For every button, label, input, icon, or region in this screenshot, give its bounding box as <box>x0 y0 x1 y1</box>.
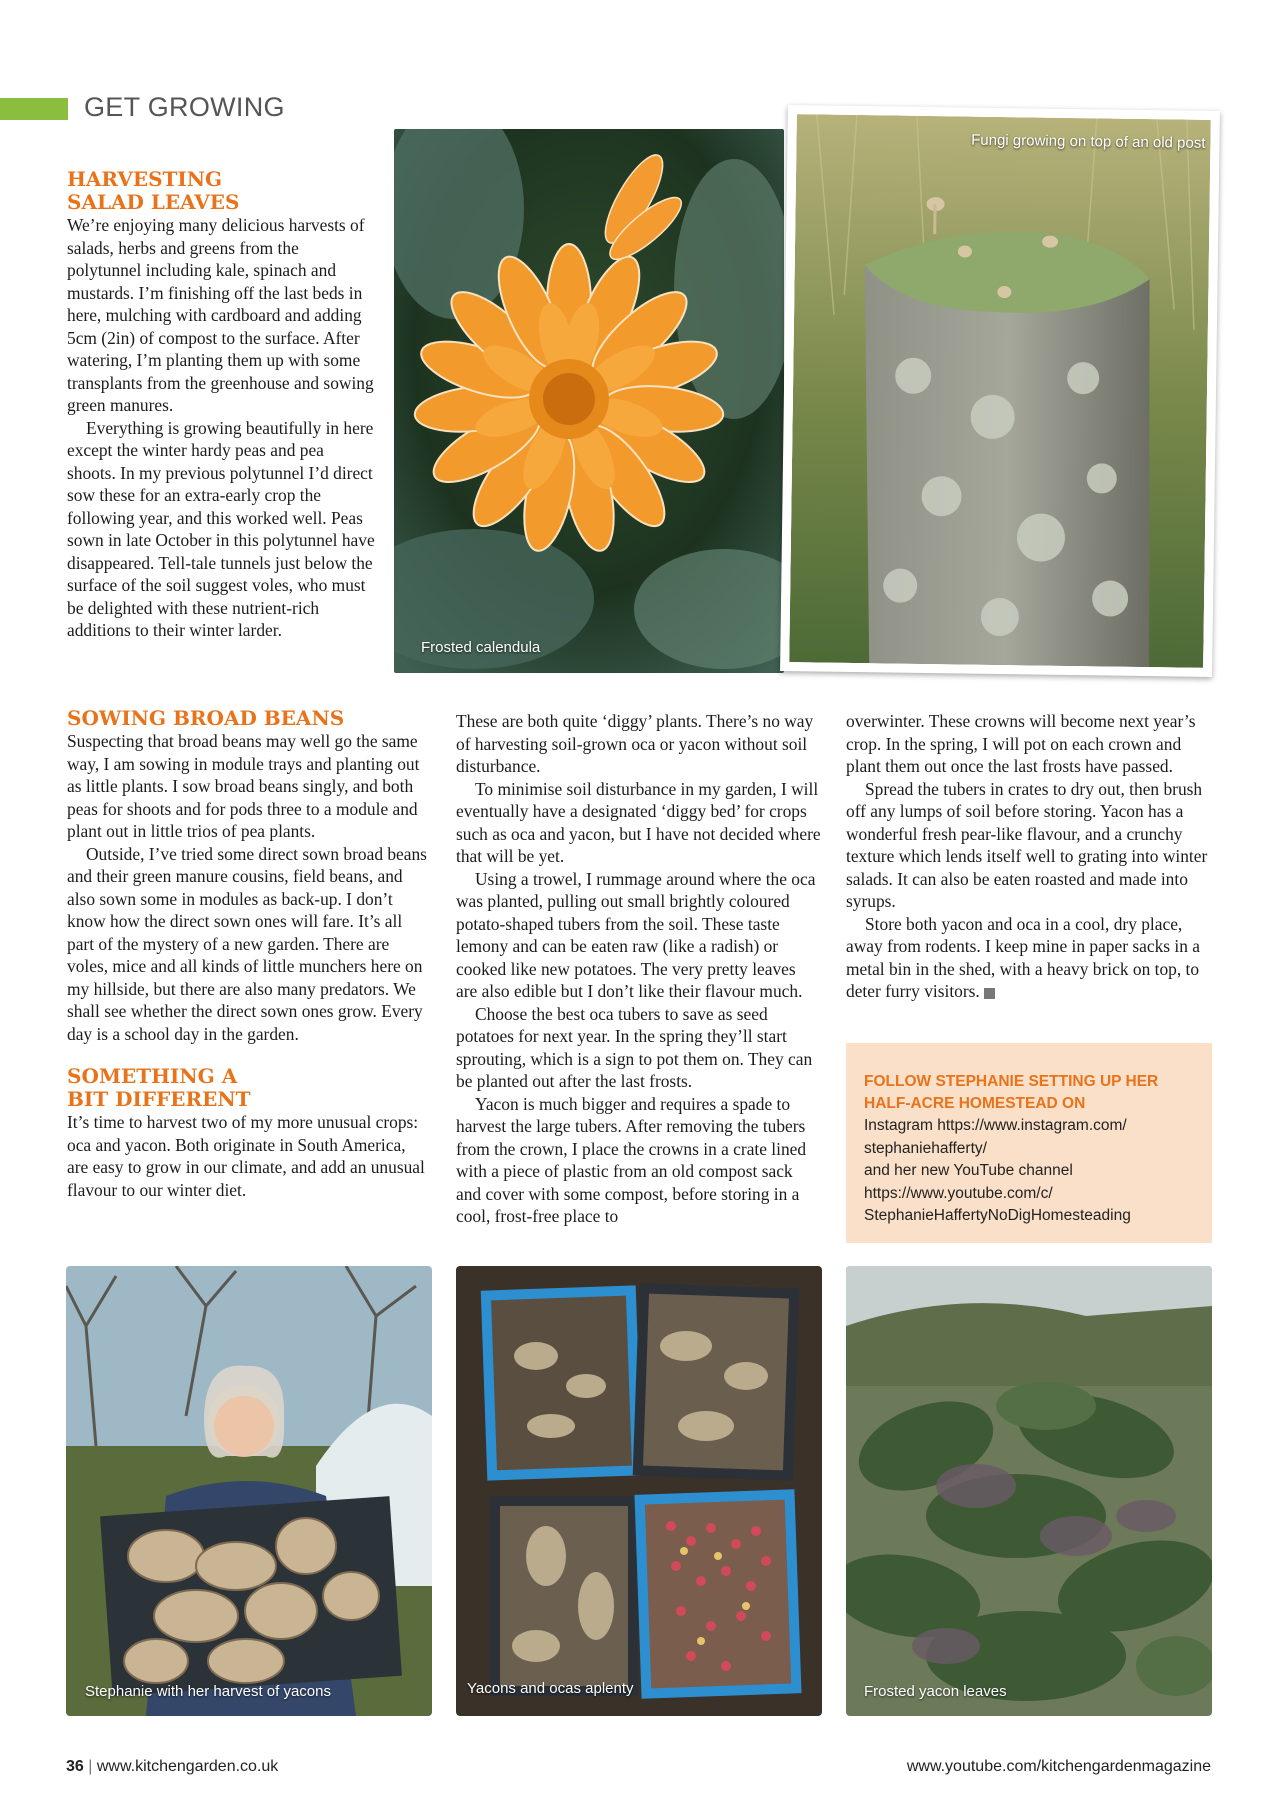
footer-youtube-link[interactable]: www.youtube.com/kitchengardenmagazine <box>906 1758 1211 1775</box>
page-number: 36 <box>66 1758 84 1775</box>
photo-frosted-yacon-leaves <box>846 1266 1212 1716</box>
section-harvesting-salad-leaves <box>67 168 377 642</box>
youtube-intro: and her new YouTube channel <box>864 1162 1073 1179</box>
paragraph: Yacon is much bigger and requires a spade to harvest the large tubers. After removing the tubers from the crown, I place the crowns in a crate lined with a piece of plastic from an old compost sack and cover with some compost, before storing in a cool, frost-free place to <box>456 1093 807 1226</box>
photo-stephanie-yacons <box>66 1266 432 1716</box>
heading-something-different: SOMETHING A BIT DIFFERENT <box>67 1064 251 1111</box>
photo-frame-fungi <box>780 105 1220 677</box>
caption-calendula: Frosted calendula <box>421 639 541 656</box>
footer-divider: | <box>88 1758 93 1775</box>
youtube-link[interactable]: https://www.youtube.com/c/ StephanieHaffertyNoDigHomesteading <box>864 1184 1131 1224</box>
heading-sowing-broad-beans: SOWING BROAD BEANS <box>67 706 345 730</box>
photo-frosted-calendula <box>394 129 784 673</box>
paragraph: We’re enjoying many delicious harvests of salads, herbs and greens from the polytunnel including kale, spinach and mustards. I’m finishing off the last beds in here, mulching with cardboard and adding 5cm (2in) of compost to the surface. After watering, I’m planting them up with some transplants from the greenhouse and sowing green manures. <box>67 215 374 415</box>
footer-website-link[interactable]: www.kitchengarden.co.uk <box>96 1758 279 1775</box>
instagram-link[interactable]: Instagram https://www.instagram.com/ stephaniehafferty/ <box>864 1117 1127 1157</box>
section-color-bar <box>0 98 68 120</box>
paragraph: Everything is growing beautifully in here except the winter hardy peas and pea shoots. In my previous polytunnel I’d direct sow these for an extra-early crop the following year, and this worked well. Peas sown in late October in this polytunnel have disappeared. Tell-tale tunnels just below the surface of the soil suggest voles, who must be delighted with these nutrient-rich additions to their winter larder. <box>67 417 375 640</box>
section-sowing-broad-beans <box>67 707 427 1201</box>
paragraph: It’s time to harvest two of my more unusual crops: oca and yacon. Both originate in South America, are easy to grow in our climate, and add an unusual flavour to our winter diet. <box>67 1112 425 1200</box>
caption-stephanie: Stephanie with her harvest of yacons <box>85 1683 331 1700</box>
caption-fungi: Fungi growing on top of an old post <box>971 131 1206 152</box>
paragraph: Suspecting that broad beans may well go the same way, I am sowing in module trays and planting out as little plants. I sow broad beans singly, and both peas for shoots and for pods three to a module and plant out in little trios of pea plants. <box>67 731 420 841</box>
caption-crates: Yacons and ocas aplenty <box>467 1680 634 1697</box>
photo-fungi-post <box>789 114 1211 668</box>
paragraph: overwinter. These crowns will become next year’s crop. In the spring, I will pot on each crown and plant them out once the last frosts have passed. <box>846 711 1196 776</box>
info-box-title: FOLLOW STEPHANIE SETTING UP HER HALF-ACRE HOMESTEAD ON <box>864 1073 1159 1112</box>
paragraph: Choose the best oca tubers to save as seed potatoes for next year. In the spring they’ll start sprouting, which is a sign to pot them on. They can be planted out after the last frosts. <box>456 1003 813 1091</box>
footer-left <box>66 1758 278 1776</box>
caption-yacon-leaves: Frosted yacon leaves <box>864 1683 1007 1700</box>
paragraph: Spread the tubers in crates to dry out, then brush off any lumps of soil before storing. Yacon has a wonderful fresh pear-like flavour, and a crunchy texture which lends itself well to grating into winter salads. It can also be eaten roasted and made into syrups. <box>846 778 1208 911</box>
middle-column <box>456 710 821 1228</box>
paragraph: To minimise soil disturbance in my garden, I will eventually have a designated ‘diggy bed’ for crops such as oca and yacon, but I have not decided where that will be yet. <box>456 778 821 866</box>
paragraph: Store both yacon and oca in a cool, dry place, away from rodents. I keep mine in paper sacks in a metal bin in the shed, with a heavy brick on top, to deter furry visitors. <box>846 913 1200 1001</box>
photo-yacons-ocas-crates <box>456 1266 822 1716</box>
paragraph: Using a trowel, I rummage around where the oca was planted, pulling out small brightly coloured potato-shaped tubers from the soil. These taste lemony and can be eaten raw (like a radish) or cooked like new potatoes. The very pretty leaves are also edible but I don’t like their flavour much. <box>456 868 816 1001</box>
section-label: GET GROWING <box>84 92 285 122</box>
right-column <box>846 710 1212 1003</box>
end-mark-icon <box>984 988 995 999</box>
follow-info-box <box>846 1043 1212 1243</box>
paragraph: Outside, I’ve tried some direct sown broad beans and their green manure cousins, field beans, and also sown some in modules as back-up. I don’t know how the direct sown ones will fare. It’s all part of the mystery of a new garden. There are voles, mice and all kinds of little munchers here on my hillside, but there are also many predators. We shall see whether the direct sown ones grow. Every day is a school day in the garden. <box>67 843 427 1044</box>
paragraph: These are both quite ‘diggy’ plants. There’s no way of harvesting soil-grown oca or yacon without soil disturbance. <box>456 711 814 776</box>
heading-harvesting: HARVESTING SALAD LEAVES <box>67 167 240 214</box>
